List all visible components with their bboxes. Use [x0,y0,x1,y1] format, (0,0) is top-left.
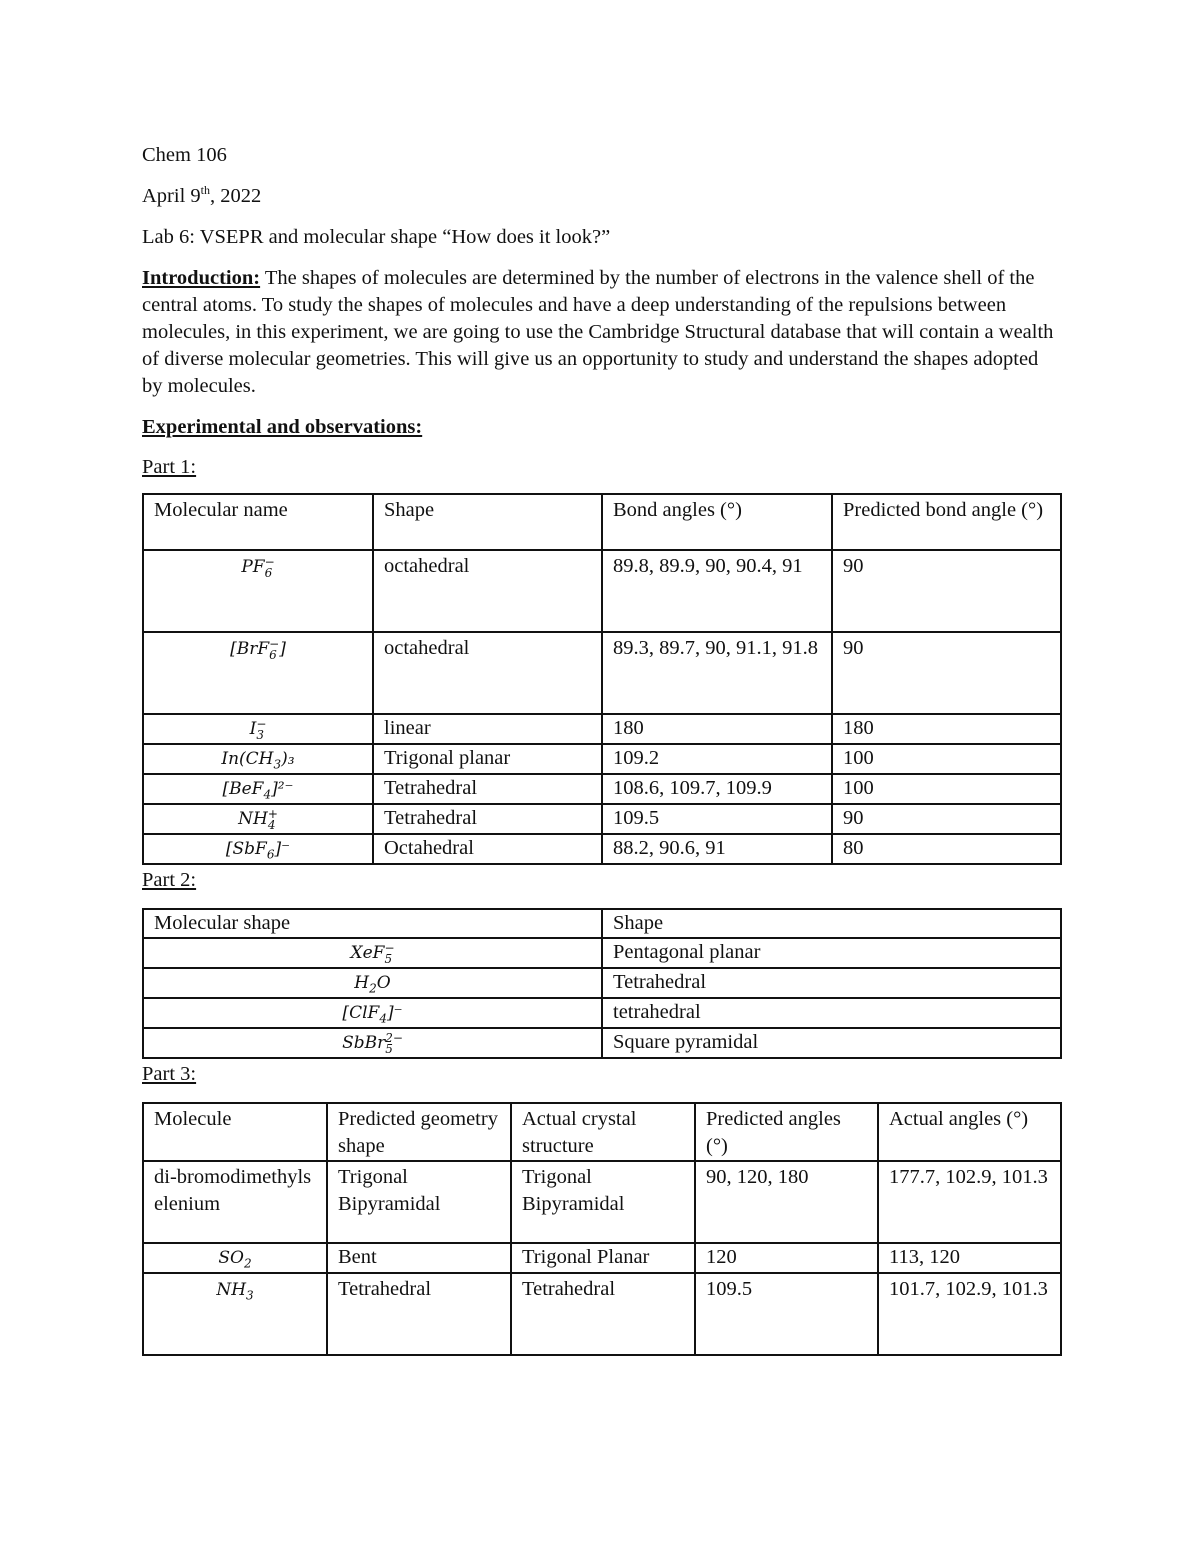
predicted-shape-cell: Tetrahedral [327,1273,511,1355]
table-row [143,938,1061,968]
lab-date: April 9th, 2022 [142,183,262,207]
column-header: Actual crystal structure [511,1103,695,1161]
molecular-shape-cell [143,1028,602,1058]
molecular-name-cell [143,550,373,632]
predicted-angle-cell: 100 [832,774,1061,804]
table-row [143,834,1061,864]
molecular-name-cell [143,774,373,804]
molecule-cell: di-bromodimethylselenium [143,1161,327,1243]
table-row [143,550,1061,632]
shape-cell: Square pyramidal [602,1028,1061,1058]
part1-table [142,493,1062,865]
actual-angles-cell: 177.7, 102.9, 101.3 [878,1161,1061,1243]
table-header-row [143,1103,1061,1161]
predicted-shape-cell: Trigonal Bipyramidal [327,1161,511,1243]
chemical-formula: NH + 4 [238,806,278,832]
part3-label: Part 3: [142,1063,197,1085]
molecular-name-cell [143,744,373,774]
bond-angles-cell: 108.6, 109.7, 109.9 [602,774,832,804]
chemical-formula: SbBr 2− 5 [342,1030,403,1056]
column-header: Predicted bond angle (°) [832,494,1061,550]
molecular-shape-cell [143,938,602,968]
column-header: Molecule [143,1103,327,1161]
predicted-shape-cell: Bent [327,1243,511,1273]
part3-table [142,1102,1062,1356]
column-header: Predicted angles (°) [695,1103,878,1161]
chemical-formula: [ClF$_4$]⁻ [342,1003,403,1026]
predicted-angle-cell: 90 [832,804,1061,834]
bond-angles-cell: 89.3, 89.7, 90, 91.1, 91.8 [602,632,832,714]
predicted-angle-cell: 100 [832,744,1061,774]
column-header: Actual angles (°) [878,1103,1061,1161]
molecular-shape-cell [143,998,602,1028]
shape-cell: Octahedral [373,834,602,864]
shape-cell: octahedral [373,550,602,632]
part2-table [142,908,1062,1059]
predicted-angle-cell: 90 [832,632,1061,714]
predicted-angles-cell: 90, 120, 180 [695,1161,878,1243]
column-header: Molecular name [143,494,373,550]
molecular-name-cell [143,632,373,714]
document-page [142,142,1060,1356]
shape-cell: linear [373,714,602,744]
column-header: Shape [602,909,1061,938]
table-row [143,1028,1061,1058]
predicted-angles-cell: 109.5 [695,1273,878,1355]
column-header: Predicted geometry shape [327,1103,511,1161]
molecule-cell [143,1243,327,1273]
table-row [143,998,1061,1028]
chemical-formula: [SbF$_6$]⁻ [225,839,291,862]
predicted-angles-cell: 120 [695,1243,878,1273]
table-row [143,744,1061,774]
shape-cell: Tetrahedral [373,804,602,834]
table-row [143,632,1061,714]
chemical-formula: $NH_3$ [216,1280,254,1303]
actual-angles-cell: 113, 120 [878,1243,1061,1273]
molecule-cell [143,1273,327,1355]
table-row [143,968,1061,998]
introduction-heading: Introduction: [142,267,261,289]
part2-label: Part 2: [142,869,197,891]
table-row [143,1243,1061,1273]
shape-cell: Tetrahedral [602,968,1061,998]
shape-cell: Tetrahedral [373,774,602,804]
table-row [143,1273,1061,1355]
bond-angles-cell: 109.2 [602,744,832,774]
bond-angles-cell: 88.2, 90.6, 91 [602,834,832,864]
predicted-angle-cell: 80 [832,834,1061,864]
course-name: Chem 106 [142,144,227,166]
chemical-formula: PF − 6 [241,554,275,580]
table-row [143,774,1061,804]
table-row [143,804,1061,834]
molecular-name-cell [143,834,373,864]
actual-structure-cell: Tetrahedral [511,1273,695,1355]
chemical-formula: $SO_2$ [218,1248,252,1271]
bond-angles-cell: 109.5 [602,804,832,834]
column-header: Shape [373,494,602,550]
table-header-row [143,494,1061,550]
chemical-formula: [BrF − 6 ] [230,636,286,662]
actual-structure-cell: Trigonal Bipyramidal [511,1161,695,1243]
shape-cell: tetrahedral [602,998,1061,1028]
actual-structure-cell: Trigonal Planar [511,1243,695,1273]
table-row [143,714,1061,744]
shape-cell: Pentagonal planar [602,938,1061,968]
chemical-formula: $H_2O$ [354,973,391,996]
lab-title: Lab 6: VSEPR and molecular shape “How does it look?” [142,226,611,248]
introduction-text: The shapes of molecules are determined by the number of electrons in the valence shell of the central atoms. To study the shapes of molecules and have a deep understanding of the repulsions between molecules, in this experiment, we are going to use the Cambridge Structural database that will contain a wealth of diverse molecular geometries. This will give us an opportunity to study and understand the shapes adopted by molecules. [142,267,1054,397]
actual-angles-cell: 101.7, 102.9, 101.3 [878,1273,1061,1355]
column-header: Bond angles (°) [602,494,832,550]
predicted-angle-cell: 180 [832,714,1061,744]
shape-cell: octahedral [373,632,602,714]
predicted-angle-cell: 90 [832,550,1061,632]
molecular-name-cell [143,714,373,744]
chemical-formula: $In(CH_3)_3$ [221,749,295,772]
introduction-paragraph [142,265,1060,400]
molecular-shape-cell [143,968,602,998]
bond-angles-cell: 180 [602,714,832,744]
experimental-heading: Experimental and observations: [142,416,423,438]
molecular-name-cell [143,804,373,834]
table-header-row [143,909,1061,938]
shape-cell: Trigonal planar [373,744,602,774]
chemical-formula: I − 3 [249,716,267,742]
part1-label: Part 1: [142,456,197,478]
bond-angles-cell: 89.8, 89.9, 90, 90.4, 91 [602,550,832,632]
table-row [143,1161,1061,1243]
chemical-formula: [BeF$_4$]²⁻ [222,779,294,802]
chemical-formula: XeF − 5 [350,940,395,966]
column-header: Molecular shape [143,909,602,938]
